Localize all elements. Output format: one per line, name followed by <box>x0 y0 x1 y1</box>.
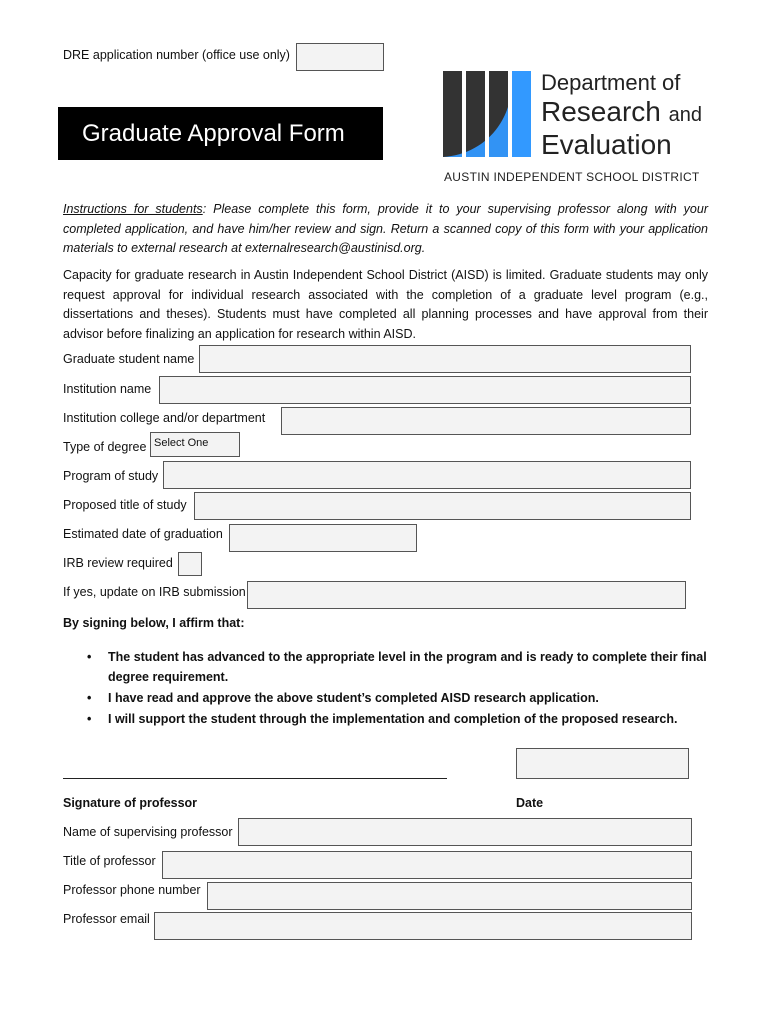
affirm-item: • I will support the student through the implementation and completion of the proposed research. <box>63 709 713 729</box>
dre-number-label: DRE application number (office use only) <box>63 48 290 62</box>
date-label: Date <box>516 796 544 810</box>
instructions-paragraph <box>63 200 708 259</box>
institution-name-label: Institution name <box>63 382 152 396</box>
degree-type-select[interactable]: Select One <box>150 432 240 457</box>
professor-name-field[interactable] <box>238 818 692 846</box>
affirm-heading: By signing below, I affirm that: <box>63 616 245 630</box>
professor-phone-label: Professor phone number <box>63 883 201 897</box>
instructions-lead: Instructions for students <box>63 202 203 216</box>
study-title-label: Proposed title of study <box>63 498 187 512</box>
student-name-field[interactable] <box>199 345 691 373</box>
capacity-paragraph: Capacity for graduate research in Austin Independent School District (AISD) is limited. Graduate students may only request approval for individual research associated with the completion of a graduate level program (e.g., dissertations and theses). Students must have completed all planning processes and have approval from their advisor before finalizing an application for research within AISD. <box>63 268 708 341</box>
affirm-item: • The student has advanced to the appropriate level in the program and is ready to complete their final degree requirement. <box>63 647 713 687</box>
graduation-field[interactable] <box>229 524 417 552</box>
professor-title-field[interactable] <box>162 851 692 879</box>
signature-line[interactable] <box>63 778 447 779</box>
logo-line-department: Department of <box>541 70 681 95</box>
college-field[interactable] <box>281 407 691 435</box>
irb-update-label: If yes, update on IRB submission <box>63 585 246 599</box>
logo-line-research <box>541 96 702 128</box>
irb-label: IRB review required <box>63 556 173 570</box>
program-field[interactable] <box>163 461 691 489</box>
dre-number-field[interactable] <box>296 43 384 71</box>
institution-name-field[interactable] <box>159 376 691 404</box>
logo-and-word: and <box>668 104 702 126</box>
professor-email-label: Professor email <box>63 912 150 926</box>
degree-type-label: Type of degree <box>63 440 147 454</box>
professor-phone-field[interactable] <box>207 882 692 910</box>
date-field[interactable] <box>516 748 689 779</box>
logo-research-word: Research <box>541 96 661 127</box>
affirm-item: • I have read and approve the above student’s completed AISD research application. <box>63 688 713 708</box>
student-name-label: Graduate student name <box>63 352 195 366</box>
study-title-field[interactable] <box>194 492 691 520</box>
affirm-list <box>63 647 713 730</box>
instructions-body: : Please complete this form, provide it to your supervising professor along with your completed application, and have him/her review and sign. Return a scanned copy of this form with your application materials to external research at externalresearch@austinisd.org. <box>63 202 709 255</box>
department-logo-icon <box>443 67 535 159</box>
irb-update-field[interactable] <box>247 581 686 609</box>
signature-label: Signature of professor <box>63 796 198 810</box>
professor-name-label: Name of supervising professor <box>63 825 233 839</box>
logo-line-evaluation: Evaluation <box>541 129 672 160</box>
graduation-label: Estimated date of graduation <box>63 527 223 541</box>
form-title: Graduate Approval Form <box>58 107 383 160</box>
professor-email-field[interactable] <box>154 912 692 940</box>
logo-district-name: AUSTIN INDEPENDENT SCHOOL DISTRICT <box>444 170 700 184</box>
program-label: Program of study <box>63 469 159 483</box>
professor-title-label: Title of professor <box>63 854 156 868</box>
irb-checkbox[interactable] <box>178 552 202 576</box>
college-label: Institution college and/or department <box>63 411 266 425</box>
